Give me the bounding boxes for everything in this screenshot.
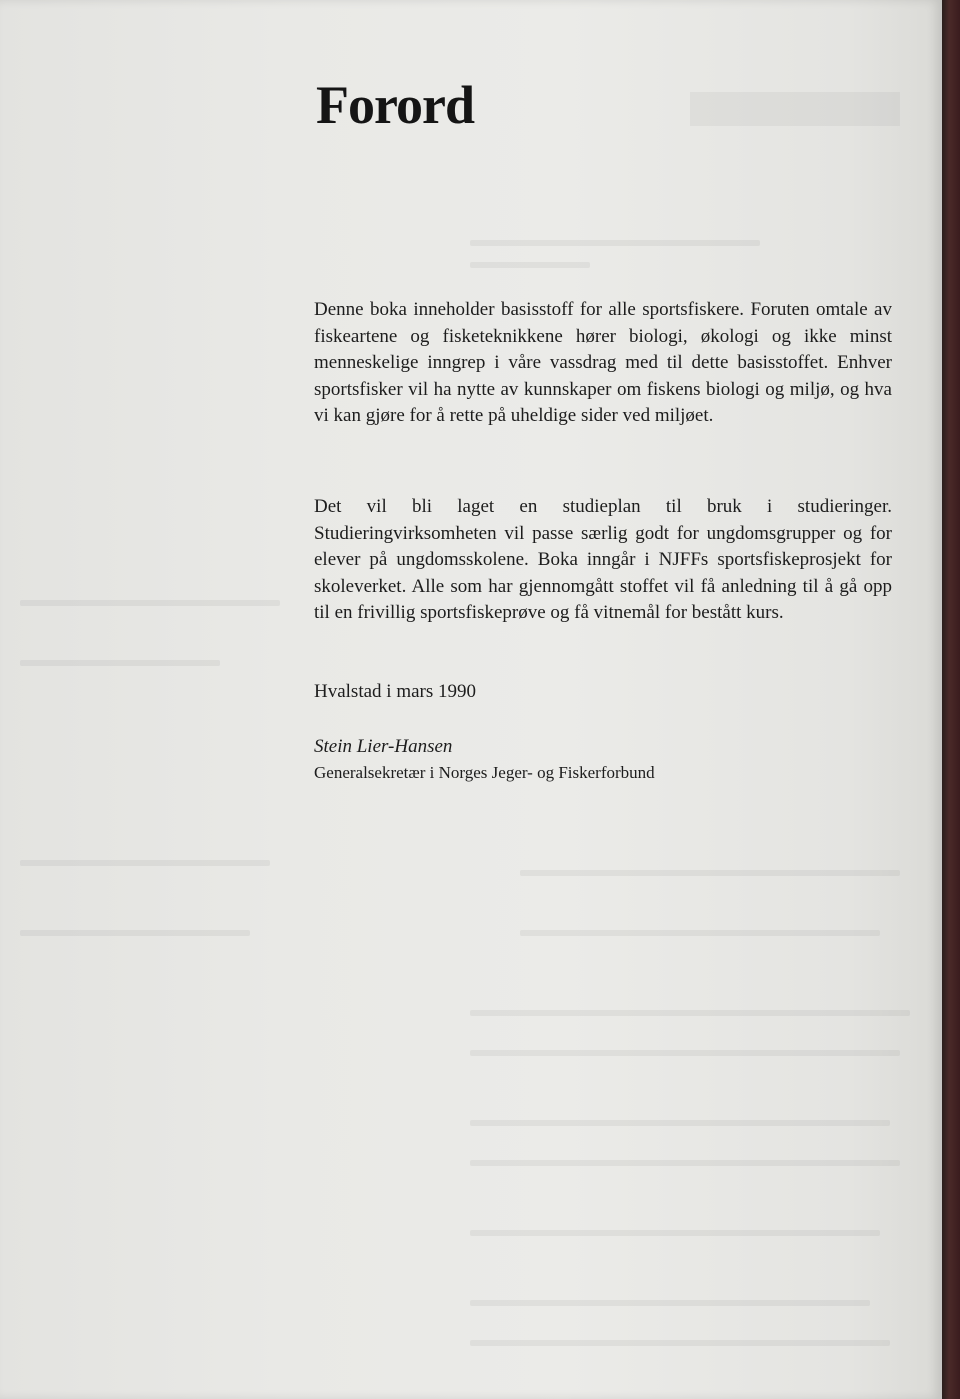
- page-title: Forord: [316, 75, 474, 135]
- book-cover-edge: [942, 0, 960, 1399]
- signature-role: Generalsekretær i Norges Jeger- og Fiskerforbund: [314, 763, 655, 782]
- signature-name: Stein Lier-Hansen: [314, 736, 453, 757]
- study-plan-paragraph: Det vil bli laget en studieplan til bruk i studieringer. Studieringvirksomheten vil passe særlig godt for ungdomsgrupper og for elever på ungdomsskolene. Boka inngår i NJFFs sportsfiskeprosjekt for skoleverket. Alle som har gjennomgått stoffet vil få anledning til å gå opp til en frivillig sportsfiskeprøve og få vitnemål for bestått kurs.: [314, 496, 892, 623]
- place-date: Hvalstad i mars 1990: [314, 681, 477, 702]
- intro-paragraph: Denne boka inneholder basisstoff for alle sportsfiskere. Foruten omtale av fiskeartene og fisketeknikkene hører biologi, økologi og ikke minst menneskelige inngrep i våre vassdrag med til dette basisstoffet. Enhver sportsfisker vil ha nytte av kunnskaper om fiskens biologi og miljø, og hva vi kan gjøre for å rette på uheldige sider ved miljøet.: [314, 299, 892, 426]
